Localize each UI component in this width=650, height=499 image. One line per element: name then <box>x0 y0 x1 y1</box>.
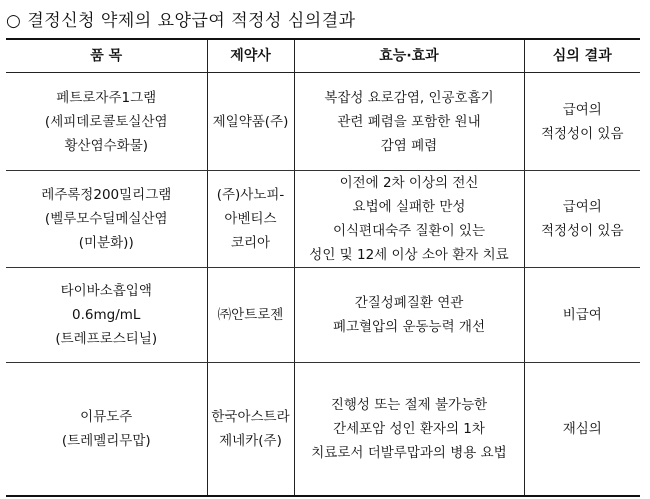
efficacy-cell <box>294 268 524 363</box>
header-product: 품 목 <box>6 39 207 73</box>
efficacy-line: 이식편대숙주 질환이 있는 <box>332 223 486 239</box>
result-cell <box>524 73 640 171</box>
product-line: (미분화)) <box>78 235 134 251</box>
efficacy-line: 진행성 또는 절제 불가능한 <box>330 396 488 413</box>
product-line: 타이바소흡입액 <box>60 283 152 299</box>
product-cell <box>6 268 207 363</box>
header-efficacy: 효능·효과 <box>294 39 524 73</box>
result-line: 비급여 <box>562 307 602 323</box>
product-line: 페트로자주1그램 <box>56 89 157 106</box>
company-cell <box>207 73 294 171</box>
title-text: 결정신청 약제의 요양급여 적정성 심의결과 <box>27 11 356 31</box>
company-line: 제일약품(주) <box>212 113 289 130</box>
result-line: 적정성이 있음 <box>540 223 624 239</box>
company-cell <box>207 363 294 496</box>
document-title <box>6 6 356 31</box>
header-result: 심의 결과 <box>524 39 640 73</box>
product-line: (트레멜리무맙) <box>61 432 151 449</box>
company-line: 한국아스트라 <box>211 408 290 425</box>
efficacy-line: 간세포암 성인 환자의 1차 <box>333 420 485 437</box>
efficacy-line: 치료로서 더발루맙과의 병용 요법 <box>311 444 507 461</box>
result-cell <box>524 268 640 363</box>
result-line: 급여의 <box>562 199 602 215</box>
product-cell <box>6 171 207 268</box>
result-line: 급여의 <box>562 101 602 118</box>
efficacy-line: 관련 폐렴을 포함한 원내 <box>337 113 481 130</box>
result-line: 재심의 <box>562 420 602 437</box>
efficacy-line: 요법에 실패한 만성 <box>352 199 466 215</box>
review-results-table <box>6 38 640 497</box>
efficacy-cell <box>294 171 524 268</box>
product-line: 0.6mg/mL <box>72 307 141 323</box>
efficacy-line: 이전에 2차 이상의 전신 <box>339 175 479 191</box>
circle-bullet-icon: ○ <box>6 11 22 31</box>
product-line: 황산염수화물) <box>64 137 148 154</box>
table-row <box>6 268 640 363</box>
table-row <box>6 171 640 268</box>
table-row <box>6 73 640 171</box>
product-line: 레주록정200밀리그램 <box>41 187 172 203</box>
product-line: 이뮤도주 <box>80 408 133 425</box>
company-line: ㈜안트로젠 <box>217 307 284 323</box>
product-line: (벨루모수딜메실산염 <box>44 211 168 227</box>
efficacy-line: 성인 및 12세 이상 소아 환자 치료 <box>309 247 509 263</box>
header-company: 제약사 <box>207 39 294 73</box>
table-row <box>6 363 640 496</box>
efficacy-cell <box>294 73 524 171</box>
company-line: 코리아 <box>230 235 271 251</box>
result-line: 적정성이 있음 <box>540 125 624 142</box>
efficacy-line: 간질성폐질환 연관 <box>354 295 464 311</box>
table-header-row <box>6 39 640 73</box>
result-cell <box>524 171 640 268</box>
efficacy-line: 복잡성 요로감염, 인공호흡기 <box>324 89 494 106</box>
company-cell <box>207 171 294 268</box>
product-line: (세피데로콜토실산염 <box>44 113 168 130</box>
product-cell <box>6 363 207 496</box>
company-line: 제네카(주) <box>219 432 282 449</box>
company-line: (주)사노피- <box>216 187 285 203</box>
result-cell <box>524 363 640 496</box>
company-line: 아벤티스 <box>224 211 277 227</box>
product-line: (트레프로스티닐) <box>55 331 158 347</box>
efficacy-cell <box>294 363 524 496</box>
efficacy-line: 감염 폐렴 <box>380 137 438 154</box>
company-cell <box>207 268 294 363</box>
efficacy-line: 폐고혈압의 운동능력 개선 <box>332 319 486 335</box>
product-cell <box>6 73 207 171</box>
